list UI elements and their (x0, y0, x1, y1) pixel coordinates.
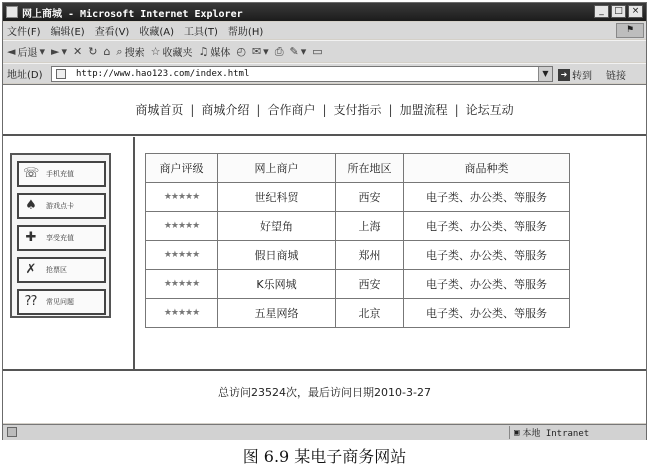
menu-view[interactable]: 查看(V) (94, 27, 130, 38)
visit-counter-footer: 总访问23524次，最后访问日期2010-3-27 (218, 386, 431, 399)
nav-home[interactable]: 商城首页 (135, 103, 184, 117)
left-menu-item-tickets[interactable] (17, 257, 106, 283)
mail-button[interactable] (252, 45, 269, 58)
status-bar (3, 424, 646, 440)
header-region: 所在地区 (336, 154, 404, 183)
content-divider (133, 137, 135, 369)
minimize-button[interactable]: _ (594, 5, 609, 18)
left-menu-label: 享受充值 (46, 234, 74, 242)
media-icon: ♫ (198, 45, 209, 58)
table-row (146, 241, 570, 270)
rating-cell: ★★★★★ (146, 299, 218, 328)
stop-button[interactable] (73, 45, 82, 58)
footer-divider (3, 369, 646, 371)
address-input[interactable] (51, 66, 553, 82)
favorites-button[interactable] (151, 44, 193, 59)
category-cell: 电子类、办公类、等服务 (404, 183, 570, 212)
close-button[interactable]: × (628, 5, 643, 18)
menu-tools[interactable]: 工具(T) (184, 27, 218, 38)
table-row (146, 212, 570, 241)
status-page-icon (7, 427, 17, 437)
rating-cell: ★★★★★ (146, 241, 218, 270)
intranet-icon: ▣ (514, 427, 520, 438)
header-rating: 商户评级 (146, 154, 218, 183)
chevron-down-icon: ▾ (300, 45, 307, 58)
discuss-icon: ▭ (312, 45, 323, 58)
merchant-cell[interactable]: 世纪科贸 (218, 183, 336, 212)
nav-separator: | (256, 102, 261, 117)
header-merchant: 网上商户 (218, 154, 336, 183)
back-label: 后退 (17, 48, 38, 59)
search-icon: ⌕ (116, 44, 123, 58)
back-button[interactable] (7, 44, 45, 59)
print-icon: ⎙ (274, 44, 284, 58)
left-menu-label: 常见问题 (46, 298, 74, 306)
address-bar (3, 63, 646, 83)
page-icon (56, 69, 66, 79)
security-zone (509, 426, 645, 439)
history-icon: ◴ (236, 45, 246, 58)
left-menu-item-recharge[interactable] (17, 161, 106, 187)
rating-cell: ★★★★★ (146, 270, 218, 299)
figure-caption: 图 6.9 某电子商务网站 (242, 447, 407, 466)
question-icon: ⁇ (25, 294, 37, 309)
back-arrow-icon: ◄ (7, 45, 16, 58)
standard-toolbar (3, 40, 646, 62)
media-button[interactable] (198, 44, 230, 59)
media-label: 媒体 (210, 48, 231, 59)
controller-icon: ✚ (25, 230, 37, 245)
search-button[interactable] (116, 44, 144, 59)
merchant-cell[interactable]: 五星网络 (218, 299, 336, 328)
region-cell: 西安 (336, 183, 404, 212)
history-button[interactable] (236, 45, 246, 58)
category-cell: 电子类、办公类、等服务 (404, 241, 570, 270)
table-header-row (146, 154, 570, 183)
category-cell: 电子类、办公类、等服务 (404, 270, 570, 299)
links-button[interactable]: 链接 (606, 71, 626, 82)
region-cell: 北京 (336, 299, 404, 328)
address-label: 地址(D) (7, 70, 43, 81)
nav-about[interactable]: 商城介绍 (201, 103, 250, 117)
merchant-cell[interactable]: 好望角 (218, 212, 336, 241)
left-menu-label: 游戏点卡 (46, 202, 74, 210)
table-row (146, 183, 570, 212)
menu-favorites[interactable]: 收藏(A) (139, 27, 174, 38)
menu-edit[interactable]: 编辑(E) (50, 27, 85, 38)
edit-button[interactable] (290, 45, 307, 58)
nav-separator: | (322, 102, 327, 117)
table-row (146, 270, 570, 299)
stop-icon: ✕ (73, 45, 83, 58)
go-button[interactable] (558, 67, 592, 82)
left-menu-label: 手机充值 (46, 170, 74, 178)
go-arrow-icon: ➜ (558, 69, 570, 81)
security-zone-label: 本地 Intranet (522, 429, 590, 439)
nav-payment[interactable]: 支付指示 (333, 103, 382, 117)
rating-cell: ★★★★★ (146, 183, 218, 212)
star-icon: ☆ (150, 45, 161, 58)
go-label: 转到 (572, 71, 592, 82)
page-viewport (3, 84, 646, 423)
phone-icon: ☏ (23, 166, 40, 181)
browser-window (2, 2, 647, 440)
favorites-label: 收藏夹 (162, 48, 193, 59)
menu-bar (3, 22, 646, 39)
forward-button[interactable] (51, 45, 67, 58)
left-menu-label: 抢票区 (46, 266, 67, 274)
edit-icon: ✎ (289, 45, 299, 58)
window-controls (594, 5, 643, 18)
region-cell: 西安 (336, 270, 404, 299)
left-menu-panel (10, 153, 111, 318)
rating-cell: ★★★★★ (146, 212, 218, 241)
menu-file[interactable]: 文件(F) (7, 27, 41, 38)
header-category: 商品种类 (404, 154, 570, 183)
chevron-down-icon: ▾ (263, 45, 269, 58)
table-row (146, 299, 570, 328)
nav-separator: | (388, 102, 393, 117)
left-menu-item-game-card[interactable] (17, 193, 106, 219)
home-button[interactable] (103, 45, 110, 58)
category-cell: 电子类、办公类、等服务 (404, 299, 570, 328)
merchant-cell[interactable]: 假日商城 (218, 241, 336, 270)
nav-forum[interactable]: 论坛互动 (465, 103, 514, 117)
print-button[interactable] (275, 45, 284, 59)
runner-icon: ✗ (25, 262, 37, 277)
left-menu-item-faq[interactable] (17, 289, 106, 315)
home-icon: ⌂ (103, 45, 111, 58)
discuss-button[interactable] (312, 45, 322, 58)
nav-separator: | (190, 102, 195, 117)
menu-help[interactable]: 帮助(H) (227, 27, 264, 38)
site-navigation (3, 85, 646, 136)
title-bar (3, 3, 646, 21)
chevron-down-icon: ▾ (39, 45, 45, 58)
address-url: http://www.hao123.com/index.html (76, 69, 250, 79)
nav-separator: | (454, 102, 459, 117)
ie-app-icon (6, 6, 18, 18)
chevron-down-icon: ▾ (61, 45, 67, 58)
search-label: 搜索 (124, 48, 145, 59)
refresh-button[interactable] (88, 45, 97, 58)
region-cell: 郑州 (336, 241, 404, 270)
left-menu-item-enjoy[interactable] (17, 225, 106, 251)
gamepad-icon: ♠ (25, 198, 37, 213)
mail-icon: ✉ (251, 45, 262, 58)
nav-partners[interactable]: 合作商户 (267, 103, 316, 117)
forward-arrow-icon: ► (51, 45, 60, 58)
maximize-button[interactable]: □ (611, 5, 626, 18)
address-dropdown-icon[interactable]: ▼ (538, 67, 552, 81)
windows-logo-icon: ⚑ (616, 23, 644, 38)
merchant-table (145, 153, 570, 328)
category-cell: 电子类、办公类、等服务 (404, 212, 570, 241)
refresh-icon: ↻ (88, 45, 98, 58)
window-title: 网上商城 - Microsoft Internet Explorer (22, 8, 243, 20)
region-cell: 上海 (336, 212, 404, 241)
merchant-cell[interactable]: K乐网城 (218, 270, 336, 299)
nav-join[interactable]: 加盟流程 (399, 103, 448, 117)
